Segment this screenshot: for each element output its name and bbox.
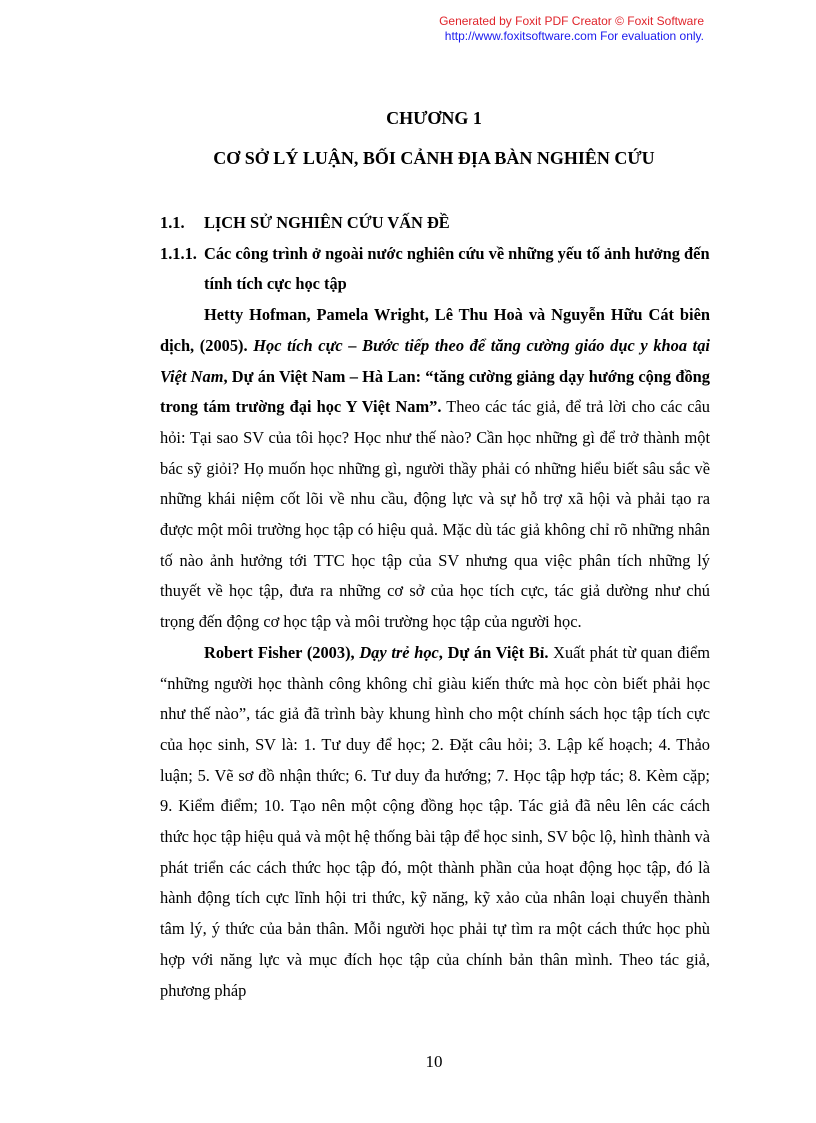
subsection-number: 1.1.1. <box>160 243 197 263</box>
section-title: LỊCH SỬ NGHIÊN CỨU VẤN ĐỀ <box>204 213 450 232</box>
paragraph2-work-title: Dạy trẻ học <box>354 642 439 662</box>
paragraph1-body: Theo các tác giả, để trả lời cho các câu hỏi: Tại sao SV của tôi học? Học như thế nào? Cần học những gì để trở thành một bác sỹ giỏi? Họ muốn học những gì, người thầy phải có những hiểu biết sâu sắc về những khái niệm cốt lõi về nhu cầu, động lực và sự hỗ trợ xã hội và phải tạo ra được một môi trường học tập có hiệu quả. Mặc dù tác giả không chỉ rõ những nhân tố nào ảnh hưởng tới TTC học tập của SV nhưng qua việc phân tích những lý thuyết về học tập, đưa ra những cơ sở của học tích cực, tác giả dường như chú trọng đến động cơ học tập và môi trường học tập của người học. <box>160 397 710 632</box>
paragraph2-body: Xuất phát từ quan điểm “những người học thành công không chỉ giàu kiến thức mà học còn biết phải học như thế nào”, tác giả đã trình bày khung hình cho một chính sách học tập tích cực của học sinh, SV là: 1. Tư duy để học; 2. Đặt câu hỏi; 3. Lập kế hoạch; 4. Thảo luận; 5. Vẽ sơ đồ nhận thức; 6. Tư duy đa hướng; 7. Học tập hợp tác; 8. Kèm cặp; 9. Kiểm điểm; 10. Tạo nên một cộng đồng học tập. Tác giả đã nêu lên các cách thức học tập hiệu quả và một hệ thống bài tập để học sinh, SV bộc lộ, hình thành và phát triển các cách thức học tập đó, một thành phần của hoạt động học tập, đó là hành động tích cực lĩnh hội tri thức, kỹ năng, kỹ xảo của nhân loại chuyển thành tâm lý, ý thức của bản thân. Mỗi người học phải tự tìm ra một cách thức học phù hợp với năng lực và mục đích học tập của chính bản thân mình. Theo tác giả, phương pháp <box>160 642 710 1000</box>
foxit-watermark <box>439 14 704 44</box>
watermark-line-2: http://www.foxitsoftware.com For evaluation only. <box>444 29 704 43</box>
section-number: 1.1. <box>160 213 185 232</box>
paragraph-fisher <box>160 638 710 1006</box>
page-content <box>160 208 710 1006</box>
paragraph-hofman <box>160 300 710 638</box>
paragraph1-authors: Hetty Hofman, Pamela Wright, Lê Thu Hoà và Nguyễn Hữu Cát biên dịch, (2005). <box>160 305 710 355</box>
subsection-title: Các công trình ở ngoài nước nghiên cứu về những yếu tố ảnh hưởng đến tính tích cực học tập <box>204 243 710 294</box>
paragraph2-author: Robert Fisher (2003), <box>204 642 355 662</box>
section-heading <box>160 208 710 239</box>
chapter-label: CHƯƠNG 1 <box>386 108 482 128</box>
watermark-line-1: Generated by Foxit PDF Creator © Foxit Software <box>439 14 704 28</box>
page-number: 10 <box>425 1052 443 1071</box>
chapter-title: CƠ SỞ LÝ LUẬN, BỐI CẢNH ĐỊA BÀN NGHIÊN CỨU <box>213 148 655 168</box>
subsection-heading <box>160 239 710 300</box>
paragraph1-project: , Dự án Việt Nam – Hà Lan: “tăng cường giảng dạy hướng cộng đồng trong tám trường đại học Y Việt Nam”. <box>160 366 710 417</box>
paragraph1-work-title: Học tích cực – Bước tiếp theo để tăng cường giáo dục y khoa tại Việt Nam <box>160 335 710 386</box>
paragraph2-project: , Dự án Việt Bỉ. <box>438 642 549 662</box>
